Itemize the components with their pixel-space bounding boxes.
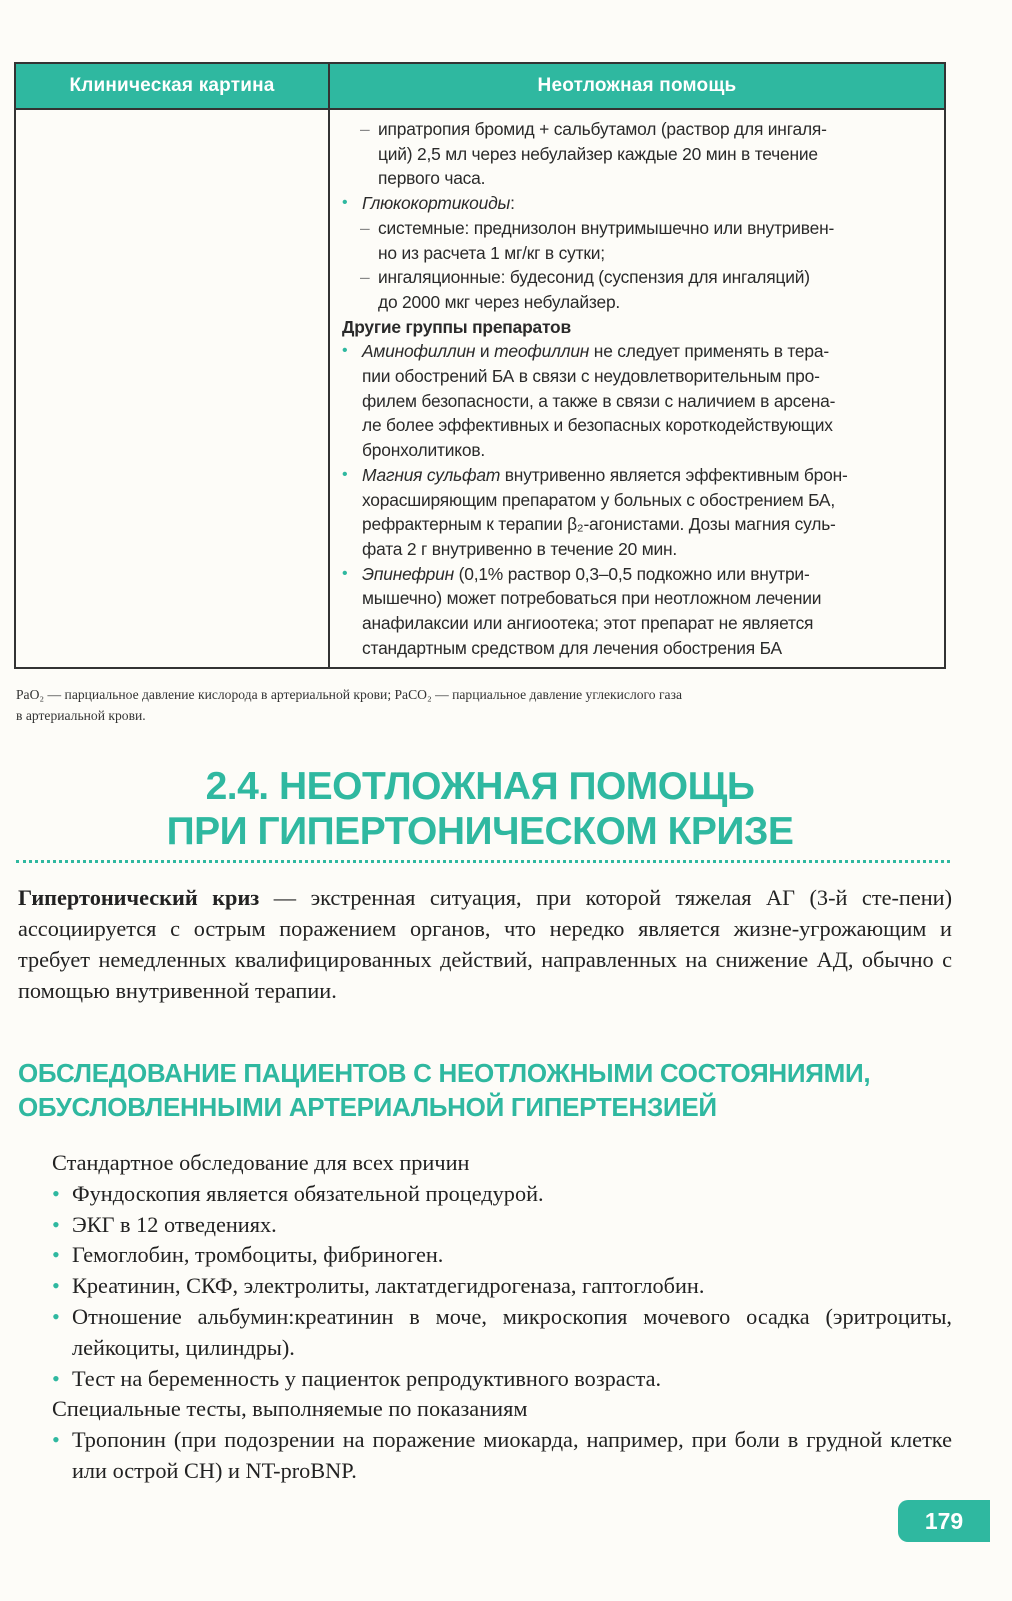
drug-name: Аминофиллин [362,341,476,362]
text-line: системные: преднизолон внутримышечно или внутривен- [378,217,835,238]
drug-name: Магния сульфат [362,464,501,485]
dash-marker: – [360,217,370,238]
bullet-marker: • [52,1242,60,1268]
text-line: мышечно) может потребоваться при неотложном лечении [362,588,822,609]
text-line: пии обострений БА в связи с неудовлетворительным про- [362,366,820,387]
list-item-text: Гемоглобин, тромбоциты, фибриноген. [72,1242,444,1268]
subsection-heading-line: ОБСЛЕДОВАНИЕ ПАЦИЕНТОВ С НЕОТЛОЖНЫМИ СОСТОЯНИЯМИ, [18,1058,871,1088]
bullet-marker: • [342,564,348,582]
list-item [52,1271,952,1302]
text-line: ле более эффективных и безопасных короткодействующих [362,415,833,436]
bullet-marker: • [52,1273,60,1299]
text-line: ций) 2,5 мл через небулайзер каждые 20 мин в течение [378,143,818,164]
text-line: фата 2 г внутривенно в течение 20 мин. [362,538,678,559]
term: Гипертонический криз [18,885,260,910]
text-line: но из расчета 1 мг/кг в сутки; [378,242,605,263]
text-fragment: и [475,341,495,362]
bullet-marker: • [52,1211,60,1237]
table-header [16,64,944,110]
punctuation: : [510,193,515,214]
section-title-line: 2.4. НЕОТЛОЖНАЯ ПОМОЩЬ [205,765,755,808]
special-heading: Специальные тесты, выполняемые по показаниям [52,1396,528,1422]
bullet-marker: • [52,1303,60,1329]
intro-paragraph [18,882,952,1006]
list-item [52,1240,952,1271]
text-line: ингаляционные: будесонид (суспензия для ингаляций) [378,267,810,288]
list-item [52,1302,952,1364]
text-line: рефрактерным к терапии β₂-агонистами. Дозы магния суль- [362,514,836,535]
emergency-table [14,62,946,669]
table-body [16,110,944,667]
list-item-text: Фундоскопия является обязательной процедурой. [72,1180,544,1206]
drug-name: Эпинефрин [362,563,454,584]
text-line: до 2000 мкг через небулайзер. [378,291,621,312]
list-item [342,463,930,562]
list-item [342,562,930,661]
header-emergency-care: Неотложная помощь [537,75,737,96]
page-number: 179 [898,1500,990,1542]
list-item [52,1364,952,1395]
text-line: анафилаксии или ангиоотека; этот препарат не является [362,613,814,634]
intro-text: — экстренная ситуация, при которой тяжелая АГ (3-й сте-пени) ассоциируется с острым поражением органов, что нередко является жизне-угрожающим и требует немедленных квалифицированных действий, направленных на снижение АД, обычно с помощью внутривенной терапии. [18,885,953,1003]
list-item-text: Креатинин, СКФ, электролиты, лактатдегидрогеназа, гаптоглобин. [72,1273,705,1299]
dotted-divider [16,860,950,863]
text-line: первого часа. [378,168,486,189]
section-title-line: ПРИ ГИПЕРТОНИЧЕСКОМ КРИЗЕ [166,810,794,853]
list-item-text: ЭКГ в 12 отведениях. [72,1211,277,1237]
bullet-marker: • [342,465,348,483]
list-item [52,1179,952,1210]
table-footnote [16,684,956,726]
bullet-marker: • [52,1365,60,1391]
list-item-text: Тест на беременность у пациенток репродуктивного возраста. [72,1365,662,1391]
text-line: стандартным средством для лечения обострения БА [362,637,782,658]
header-clinical-picture: Клиническая картина [16,64,330,108]
drug-group-label: Глюкокортикоиды [362,193,511,214]
bullet-marker: • [52,1427,60,1453]
list-item [342,265,930,314]
standard-heading: Стандартное обследование для всех причин [52,1150,470,1175]
text-fragment: не следует применять в тера- [589,341,829,362]
dash-marker: – [360,267,370,288]
list-item [52,1210,952,1241]
list-item-text: Отношение альбумин:креатинин в моче, микроскопия мочевого осадка (эритроциты, лейкоциты, цилиндры). [72,1303,952,1360]
list-item [342,216,930,265]
list-item [342,191,930,216]
text-line: филем безопасности, а также в связи с наличием в арсена- [362,390,836,411]
dash-marker: – [360,119,370,139]
list-item [342,117,930,191]
other-groups-heading: Другие группы препаратов [342,316,571,337]
footnote-line: PaO₂ — парциальное давление кислорода в артериальной крови; PaCO₂ — парциальное давление углекислого газа [16,687,682,702]
subsection-heading [18,1056,952,1124]
bullet-marker: • [342,194,348,212]
text-line: хорасширяющим препаратом у больных с обострением БА, [362,489,835,510]
text-line: ипратропия бромид + сальбутамол (раствор для ингаля- [378,119,827,139]
emergency-care-cell [330,110,944,667]
list-item-text: Тропонин (при подозрении на поражение миокарда, например, при боли в грудной клетке или острой СН) и NT-proBNP. [72,1427,952,1483]
bullet-marker: • [52,1180,60,1206]
drug-name: теофиллин [494,341,590,362]
exam-list [52,1148,952,1487]
text-line: бронхолитиков. [362,440,485,461]
text-fragment: (0,1% раствор 0,3–0,5 подкожно или внутри- [454,563,810,584]
footnote-line: в артериальной крови. [16,708,146,723]
clinical-picture-cell [16,110,330,667]
list-item [52,1425,952,1487]
subsection-heading-line: ОБУСЛОВЛЕННЫМИ АРТЕРИАЛЬНОЙ ГИПЕРТЕНЗИЕЙ [18,1092,717,1122]
list-item [342,339,930,463]
section-title [0,764,960,854]
bullet-marker: • [342,342,348,360]
text-fragment: внутривенно является эффективным брон- [500,464,848,485]
